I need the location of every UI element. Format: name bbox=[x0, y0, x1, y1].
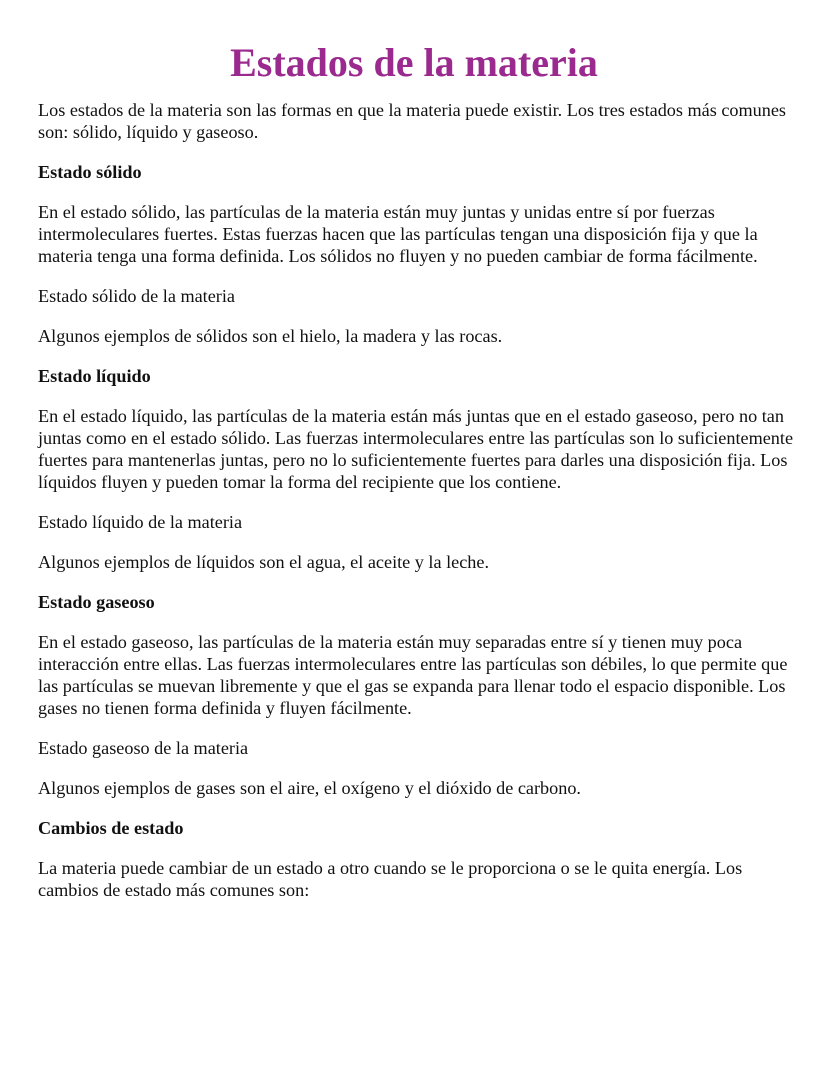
section-heading-gas: Estado gaseoso bbox=[38, 592, 155, 612]
section-heading-solid: Estado sólido bbox=[38, 162, 142, 182]
image-caption: Estado sólido de la materia bbox=[38, 286, 235, 306]
section-heading-state-changes: Cambios de estado bbox=[38, 818, 184, 838]
paragraph: Algunos ejemplos de gases son el aire, el oxígeno y el dióxido de carbono. bbox=[38, 778, 581, 798]
paragraph: Algunos ejemplos de líquidos son el agua, el aceite y la leche. bbox=[38, 552, 490, 572]
document-body bbox=[38, 99, 794, 901]
paragraph: La materia puede cambiar de un estado a otro cuando se le proporciona o se le quita energía. Los cambios de estado más comunes son: bbox=[38, 858, 743, 900]
image-caption: Estado líquido de la materia bbox=[38, 512, 243, 532]
page-title: Estados de la materia bbox=[230, 40, 598, 85]
paragraph: En el estado líquido, las partículas de la materia están más juntas que en el estado gaseoso, pero no tan juntas como en el estado sólido. Las fuerzas intermoleculares entre las partículas son lo suficientemente fuertes para mantenerlas juntas, pero no lo suficientemente fuertes para darles una disposición fija. Los líquidos fluyen y pueden tomar la forma del recipiente que los contiene. bbox=[38, 406, 794, 492]
paragraph: En el estado gaseoso, las partículas de la materia están muy separadas entre sí y tienen muy poca interacción entre ellas. Las fuerzas intermoleculares entre las partículas son débiles, lo que permite que las partículas se muevan libremente y que el gas se expanda para llenar todo el espacio disponible. Los gases no tienen forma definida y fluyen fácilmente. bbox=[38, 632, 788, 718]
paragraph: En el estado sólido, las partículas de la materia están muy juntas y unidas entre sí por fuerzas intermoleculares fuertes. Estas fuerzas hacen que las partículas tengan una disposición fija y que la materia tenga una forma definida. Los sólidos no fluyen y no pueden cambiar de forma fácilmente. bbox=[38, 202, 758, 266]
image-caption: Estado gaseoso de la materia bbox=[38, 738, 249, 758]
paragraph: Algunos ejemplos de sólidos son el hielo, la madera y las rocas. bbox=[38, 326, 503, 346]
section-heading-liquid: Estado líquido bbox=[38, 366, 151, 386]
intro-paragraph: Los estados de la materia son las formas en que la materia puede existir. Los tres estados más comunes son: sólido, líquido y gaseoso. bbox=[38, 100, 786, 142]
